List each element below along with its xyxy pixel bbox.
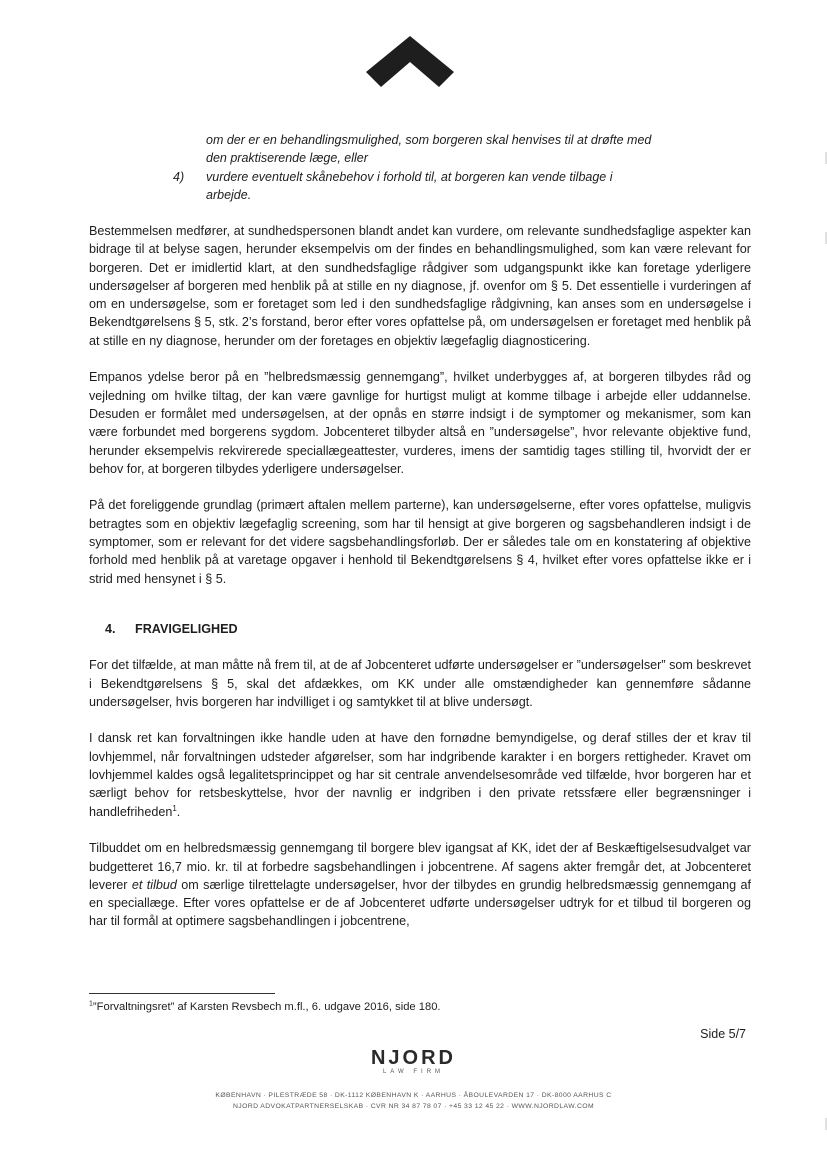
footnote-divider [89,993,275,994]
brand-name: NJORD [370,1047,456,1069]
emphasized-text: et tilbud [131,877,177,892]
paragraph-text: om særlige tilrettelagte undersøgelser, hvor der tilbydes en grundig helbredsmæssig gennemgang af en speciallæge. Efter vores opfattelse er de af Jobcenteret udførte undersøgelser udtryk for et tilbud til borgeren og har til formål at optimere sagsbehandlingen i jobcentrene, [89,877,752,929]
numbered-list [173,131,653,204]
paragraph: På det foreliggende grundlag (primært aftalen mellem parterne), kan undersøgelserne, efter vores opfattelse, muligvis betragtes som en objektiv lægefaglig screening, som har til hensigt at give borgeren og sagsbehandleren indsigt i de symptomer, som er relevant for det videre sagsbehandlingsforløb. Der er således tale om en konstatering af objektive forhold med henblik på at varetage opgaver i henhold til Bekendtgørelsens § 4, hvilket efter vores opfattelse ikke er i strid med hensynet i § 5. [89,498,751,586]
paragraph: Empanos ydelse beror på en ”helbredsmæssig gennemgang”, hvilket underbygges af, at borgeren tilbydes råd og vejledning om hvilke tiltag, der kan være gavnlige for hurtigst muligt at komme tilbage i arbejde eller uddannelse. Desuden er formålet med undersøgelsen, at der opnås en større indsigt i de symptomer og mekanismer, som kan være forbundet med borgerens sygdom. Jobcenteret tilbyder altså en ”undersøgelse”, hvor relevante objektive fund, herunder eksempelvis rekvirerede speciallægeattester, vurderes, imens der samtidig tages stilling til, hvorvidt der er behov for, at borgeren tilbydes yderligere undersøgelser. [89,370,751,476]
footer-brand [0,1047,827,1075]
footnote-text: ”Forvaltningsret” af Karsten Revsbech m.fl., 6. udgave 2016, side 180. [92,1001,441,1013]
paragraph: Bestemmelsen medfører, at sundhedspersonen blandt andet kan vurdere, om relevante sundhedsfaglige aspekter kan bidrage til at belyse sagen, herunder eksempelvis om der findes en behandlingsmulighed, som kan være relevant for borgeren. Det er imidlertid klart, at den sundhedsfaglige rådgiver som udgangspunkt ikke kan foretage yderligere undersøgelser af borgeren med henblik på at stille en ny diagnose, jf. ovenfor om § 5. Det essentielle i vurderingen af om en undersøgelse, som er foretaget som led i den sundhedsfaglige rådgivning, kan anses som en undersøgelse i Bekendtgørelsens § 5, stk. 2’s forstand, beror efter vores opfattelse på, om undersøgelsen er foretaget med henblik på at stille en ny diagnose, herunder om der foretages en objektiv lægefaglig diagnosticering. [89,224,751,348]
brand-tagline: LAW FIRM [382,1069,445,1075]
paragraph-text: Tilbuddet om en helbredsmæssig gennemgang til borgere blev igangsat af KK, idet der af Beskæftigelsesudvalget var budgetteret 16,7 mio. kr. til at forbedre sagsbehandlingen i jobcentrene. Af sagens akter fremgår det, at Jobcenteret leverer [89,841,751,892]
paragraph [89,839,751,930]
section-number: 4. [105,621,116,636]
paragraph: For det tilfælde, at man måtte nå frem til, at de af Jobcenteret udførte undersøgelser er ”undersøgelser” som beskrevet i Bekendtgørelsens § 5, skal det afdækkes, om KK under alle omstændigheder kan gennemføre sådanne undersøgelser, hvis borgeren har indvilliget i og samtykket til at blive undersøgt. [89,658,751,709]
page-number: Side 5/7 [700,1027,746,1041]
list-item-text: om der er en behandlingsmulighed, som borgeren skal henvises til at drøfte med den praktiserende læge, eller [206,133,652,166]
footnote-number: 1 [89,1000,93,1008]
footer-address: KØBENHAVN · PILESTRÆDE 58 · DK-1112 KØBENHAVN K · AARHUS · ÅBOULEVARDEN 17 · DK-8000 AARHUS C [215,1092,612,1099]
chevron-up-logo-icon [366,36,454,88]
paragraph-text: I dansk ret kan forvaltningen ikke handle uden at have den fornødne bemyndigelse, og deraf stilles der et krav til lovhjemmel, når forvaltningen udsteder afgørelser, som har indgribende karakter i en borgers rettigheder. Kravet om lovhjemmel kaldes også legalitetsprincippet og har sit centrale anvendelsesområde ved tilfælde, hvor borgeren har et særligt behov for retsbeskyttelse, hvor der navnlig er indgriben i den private retssfære eller begrænsninger i handlefriheden [89,731,751,819]
section-title: FRAVIGELIGHED [135,621,238,636]
list-item-text: vurdere eventuelt skånebehov i forhold til, at borgeren kan vende tilbage i arbejde. [206,169,613,202]
document-body [89,222,751,949]
footer-company-info: NJORD ADVOKATPARTNERSELSKAB · CVR NR 34 87 78 07 · +45 33 12 45 22 · WWW.NJORDLAW.COM [232,1103,595,1110]
list-item-number: 4) [173,169,185,184]
paragraph: I dansk ret kan forvaltningen ikke handle uden at have den fornødne bemyndigelse, og deraf stilles der et krav til lovhjemmel, når forvaltningen udsteder afgørelser, som har indgribende karakter i en borgers rettigheder. Kravet om lovhjemmel kaldes også legalitetsprincippet og har sit centrale anvendelsesområde ved tilfælde, hvor borgeren har et særligt behov for retsbeskyttelse, hvor der navnlig er indgriben i den private retssfære eller begrænsninger i handlefriheden$^1$. [89,731,751,819]
footnote [89,1001,441,1013]
list-item-continuation [173,131,653,168]
list-item-4 [173,168,653,205]
section-heading [89,620,751,638]
footnote-reference[interactable]: 1 [172,803,177,813]
